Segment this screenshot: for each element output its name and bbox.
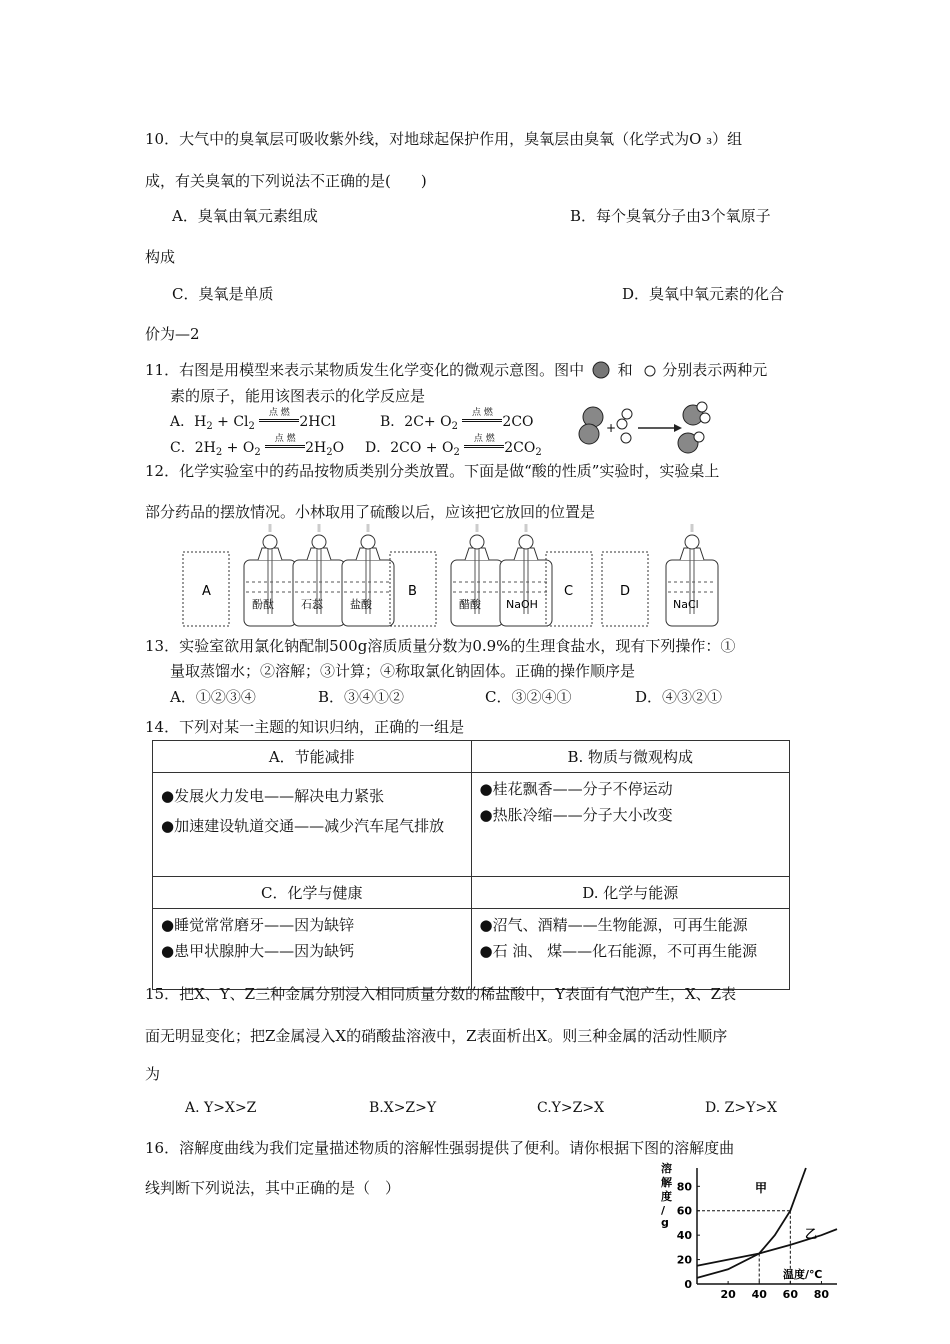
q15-option-a: A. Y>X>Z	[185, 1100, 257, 1116]
x-tick-label-60: 60	[782, 1288, 798, 1301]
bottle-naoh-label: NaOH	[506, 598, 538, 611]
large-atom-icon	[591, 360, 611, 380]
plus-sign: +	[606, 421, 617, 435]
product-small-atom-3	[694, 432, 704, 442]
product-small-atom-2	[700, 413, 710, 423]
q13-option-d: D．④③②①	[635, 688, 723, 706]
cell-d-title: D. 化学与能源	[471, 877, 790, 909]
q10-option-d-cont: 价为—2	[145, 325, 200, 343]
cell-a-item-2: ●加速建设轨道交通——减少汽车尾气排放	[161, 817, 445, 835]
y-tick-label-60: 60	[676, 1204, 692, 1218]
cell-b-content	[471, 773, 790, 877]
q10-option-b: B．每个臭氧分子由3个氧原子	[570, 207, 771, 225]
q13-line1: 13．实验室欲用氯化钠配制500g溶质质量分数为0.9%的生理食盐水，现有下列操作：①	[145, 637, 736, 655]
q12-line1: 12．化学实验室中的药品按物质类别分类放置。下面是做“酸的性质”实验时，实验桌上	[145, 462, 720, 480]
product-small-atom-1	[697, 402, 707, 412]
chart-ylabel-4: /	[661, 1204, 666, 1217]
y-tick-label-40: 40	[676, 1229, 692, 1243]
series-label-b: 乙	[805, 1227, 818, 1241]
slot-b-label: B	[408, 584, 417, 599]
reagent-shelf	[180, 522, 740, 627]
slot-c-label: C	[564, 584, 574, 599]
q10-option-a: A．臭氧由氧元素组成	[172, 207, 318, 225]
reaction-arrowhead	[674, 424, 682, 432]
y-tick-label-20: 20	[676, 1253, 692, 1267]
q10-line2: 成，有关臭氧的下列说法不正确的是( )	[145, 172, 427, 190]
cell-d-item-2: ●石 油、 煤——化石能源，不可再生能源	[479, 942, 758, 960]
q11-line1	[145, 359, 767, 380]
q13-option-a: A．①②③④	[170, 688, 256, 706]
q16-line1: 16．溶解度曲线为我们定量描述物质的溶解性强弱提供了便利。请你根据下图的溶解度曲	[145, 1139, 735, 1157]
cell-c-item-1: ●睡觉常常磨牙——因为缺锌	[161, 916, 355, 934]
bottle-hydrochloric-acid-label: 盐酸	[350, 598, 372, 611]
x-tick-label-40: 40	[751, 1288, 767, 1301]
q13-option-b: B．③④①②	[318, 688, 405, 706]
reaction-diagram	[574, 398, 724, 458]
bottle-litmus-label: 石蕊	[301, 598, 323, 611]
q16-line2: 线判断下列说法，其中正确的是（ ）	[145, 1179, 401, 1197]
q15-option-c: C.Y>Z>X	[537, 1100, 605, 1116]
bottle-acetic-acid-label: 醋酸	[459, 598, 481, 611]
cell-b-title: B. 物质与微观构成	[471, 741, 790, 773]
q14-stem: 14．下列对某一主题的知识归纳，正确的一组是	[145, 718, 465, 736]
cell-a-item-1: ●发展火力发电——解决电力紧张	[161, 787, 385, 805]
q12-line2: 部分药品的摆放情况。小林取用了硫酸以后，应该把它放回的位置是	[145, 503, 596, 521]
reactant-small-atom-3	[621, 433, 631, 443]
q11-line1-a: 11．右图是用模型来表示某物质发生化学变化的微观示意图。图中	[145, 361, 585, 379]
q11-option-b: B．$2C+ O_2$ 点 燃 2CO	[380, 408, 534, 432]
slot-a-label: A	[202, 584, 211, 599]
cell-a-content	[153, 773, 472, 877]
q10-option-d: D．臭氧中氧元素的化合	[622, 285, 785, 303]
q11-line2: 素的原子，能用该图表示的化学反应是	[170, 387, 426, 405]
q11-option-a: A．$H_2 + Cl_2$ 点 燃 2HCl	[170, 408, 336, 432]
q11-option-c: C．$2H_2 + O_2$ 点 燃 $2H_2O$	[170, 434, 345, 458]
cell-d-content	[471, 909, 790, 990]
bottle-phenolphthalein-label: 酚酞	[252, 598, 274, 611]
solubility-chart	[655, 1160, 845, 1330]
chart-ylabel-2: 解	[661, 1176, 672, 1189]
reactant-large-atom-2	[579, 424, 599, 444]
cell-d-item-1: ●沼气、酒精——生物能源，可再生能源	[479, 916, 748, 934]
small-atom-icon	[643, 364, 657, 378]
q15-line2: 面无明显变化；把Z金属浸入X的硝酸盐溶液中，Z表面析出X。则三种金属的活动性顺序	[145, 1027, 728, 1045]
y-tick-label-80: 80	[676, 1180, 692, 1194]
cell-c-item-2: ●患甲状腺肿大——因为缺钙	[161, 942, 355, 960]
chart-ylabel-1: 溶	[661, 1162, 672, 1175]
q15-line3: 为	[145, 1065, 161, 1083]
q11-option-d: D．$2CO + O_2$ 点 燃 $2CO_2$	[365, 434, 542, 458]
series-line-a	[697, 1168, 806, 1278]
reactant-small-atom-1	[622, 409, 632, 419]
q15-line1: 15．把X、Y、Z三种金属分别浸入相同质量分数的稀盐酸中，Y表面有气泡产生，X、Z表	[145, 985, 737, 1003]
bottle-nacl-label: NaCl	[673, 598, 699, 611]
cell-b-item-2: ●热胀冷缩——分子大小改变	[479, 806, 673, 824]
cell-a-title: A．节能减排	[153, 741, 472, 773]
q13-option-c: C．③②④①	[485, 688, 572, 706]
x-tick-label-20: 20	[720, 1288, 736, 1301]
knowledge-table	[152, 740, 790, 990]
slot-d-label: D	[620, 584, 631, 599]
chart-ylabel-3: 度	[661, 1190, 672, 1203]
cell-c-title: C．化学与健康	[153, 877, 472, 909]
q15-option-d: D. Z>Y>X	[705, 1100, 778, 1116]
cell-b-item-1: ●桂花飘香——分子不停运动	[479, 780, 673, 798]
q15-option-b: B.X>Z>Y	[369, 1100, 437, 1116]
chart-xlabel: 温度/℃	[783, 1268, 823, 1281]
q10-line1: 10．大气中的臭氧层可吸收紫外线，对地球起保护作用，臭氧层由臭氧（化学式为O ₃）组	[145, 130, 743, 148]
reactant-small-atom-2	[617, 419, 627, 429]
q13-line2: 量取蒸馏水；②溶解；③计算；④称取氯化钠固体。正确的操作顺序是	[170, 662, 636, 680]
y-tick-label-0: 0	[684, 1278, 692, 1291]
series-label-a: 甲	[755, 1181, 768, 1195]
cell-c-content	[153, 909, 472, 990]
chart-ylabel-5: g	[661, 1216, 669, 1229]
q10-option-c: C．臭氧是单质	[172, 285, 274, 303]
q11-line1-b: 和	[617, 361, 633, 379]
x-tick-label-80: 80	[813, 1288, 830, 1301]
q10-option-b-cont: 构成	[145, 248, 176, 266]
q11-line1-c: 分别表示两种元	[662, 361, 768, 379]
